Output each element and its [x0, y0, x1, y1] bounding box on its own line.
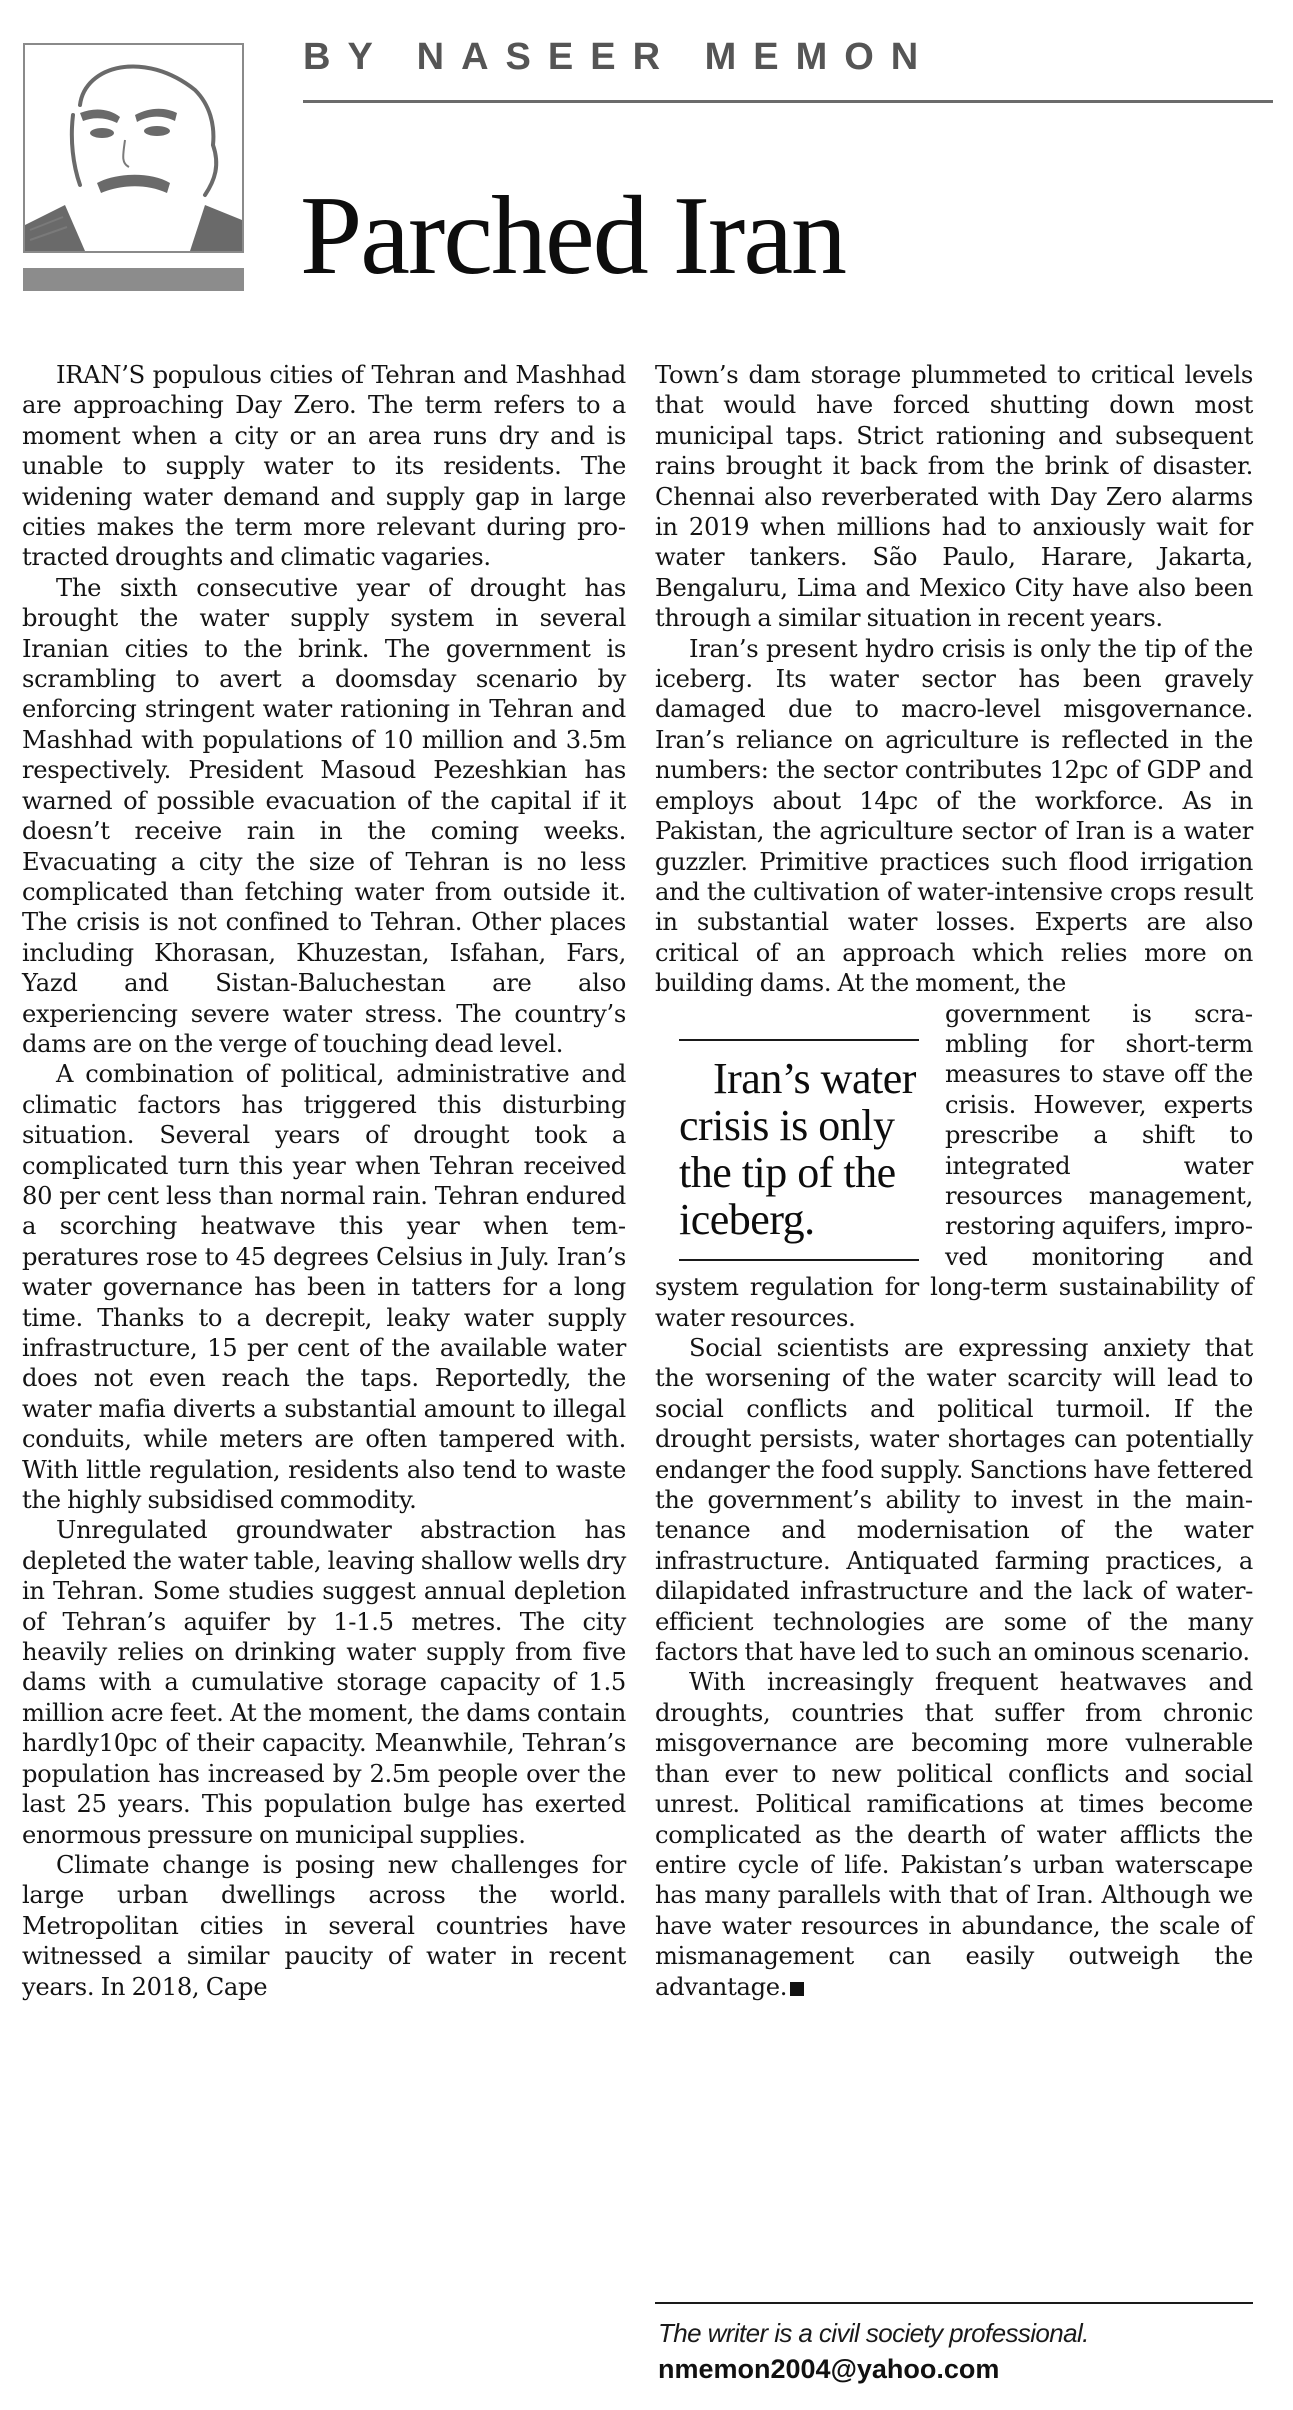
end-mark-icon	[790, 1982, 804, 1996]
paragraph: government is scrambling for short-term measures to stave off the crisis. However, experts prescribe a shift to integrated water resources management, restoring aquifers, improved monitoring and system regulation for long-term sustainability of water resources.	[655, 999, 1253, 1332]
author-portrait-icon	[25, 45, 242, 251]
right-column	[655, 360, 1253, 2002]
paragraph: IRAN’S populous cities of Tehran and Mashhad are approaching Day Zero. The term refers to a moment when a city or an area runs dry and is unable to supply water to its residents. The widening water demand and supply gap in large cities makes the term more relevant during protracted droughts and climatic vagaries.	[22, 361, 626, 572]
paragraph: Climate change is posing new challenges for large urban dwellings across the world. Metropolitan cities in several countries have witnessed a similar paucity of water in recent years. In 2018, Cape	[22, 1850, 626, 2001]
paragraph: Iran’s present hydro crisis is only the tip of the iceberg. Its water sector has been gravely damaged due to macro-level misgovernance. Iran’s reliance on agriculture is reflected in the numbers: the sector contributes 12pc of GDP and employs about 14pc of the workforce. As in Pakistan, the agriculture sector of Iran is a water guzzler. Primitive practices such flood irrigation and the cultivation of water-intensive crops result in substantial water losses. Experts are also critical of an approach which relies more on building dams. At the moment, the	[655, 634, 1253, 998]
paragraph-text: With increasingly frequent heatwaves and droughts, countries that suffer from chronic misgovernance are becoming more vulnerable than ever to new political conflicts and social unrest. Political ramifications at times become complicated as the dearth of water afflicts the entire cycle of life. Pakistan’s urban waterscape has many parallels with that of Iran. Although we have water resources in abundance, the scale of mismanagement can easily outweigh the advantage.	[655, 1668, 1253, 2001]
paragraph: A combination of political, administrative and climatic factors has triggered this disturbing situation. Several years of drought took a complicated turn this year when Tehran received 80 per cent less than normal rain. Tehran endured a scorching heatwave this year when temperatures rose to 45 degrees Celsius in July. Iran’s water governance has been in tatters for a long time. Thanks to a decrepit, leaky water supply infrastructure, 15 per cent of the available water does not even reach the taps. Reportedly, the water mafia diverts a substantial amount to illegal conduits, while meters are often tampered with. With little regulation, residents also tend to waste the highly subsidised commodity.	[22, 1060, 626, 1515]
paragraph: Social scientists are expressing anxiety that the worsening of the water scarcity will lead to social conflicts and political turmoil. If the drought persists, water shortages can potentially endanger the food supply. Sanctions have fettered the government’s ability to invest in the maintenance and modernisation of the water infrastructure. Antiquated farming practices, a dilapidated infrastructure and the lack of water-efficient technologies are some of the many factors that have led to such an ominous scenario.	[655, 1334, 1253, 1667]
portrait-accent-bar	[23, 268, 244, 291]
headline: Parched Iran	[300, 174, 846, 298]
left-column	[22, 360, 626, 2002]
byline-divider	[303, 100, 1273, 103]
paragraph	[655, 1667, 1253, 2001]
paragraph: Town’s dam storage plummeted to critical levels that would have forced shutting down most municipal taps. Strict rationing and subsequent rains brought it back from the brink of disaster. Chennai also reverberated with Day Zero alarms in 2019 when millions had to anxiously wait for water tankers. São Paulo, Harare, Jakarta, Bengaluru, Lima and Mexico City have also been through a similar situation in recent years.	[655, 361, 1253, 633]
pull-quote-text: Iran’s water crisis is only the tip of the iceberg.	[679, 1053, 916, 1244]
paragraph: The sixth consecutive year of drought has brought the water supply system in several Iranian cities to the brink. The government is scrambling to avert a doomsday scenario by enforcing stringent water rationing in Tehran and Mashhad with populations of 10 million and 3.5m respectively. President Masoud Pezeshkian has warned of possible evacuation of the capital if it doesn’t receive rain in the coming weeks. Evacuating a city the size of Tehran is no less complicated than fetching water from outside it. The crisis is not confined to Tehran. Other places including Khorasan, Khuzestan, Isfahan, Fars, Yazd and Sistan-Baluchestan are also experiencing severe water stress. The country’s dams are on the verge of touching dead level.	[22, 573, 626, 1058]
author-email[interactable]: nmemon2004@yahoo.com	[658, 2354, 1000, 2384]
byline: BY NASEER MEMON	[303, 36, 936, 78]
author-note: The writer is a civil society professional.	[658, 2318, 1089, 2348]
pull-quote	[679, 1039, 919, 1261]
author-portrait	[23, 43, 244, 253]
pull-quote-wrap	[655, 999, 1253, 1333]
footer-divider	[655, 2302, 1253, 2304]
paragraph: Unregulated groundwater abstraction has depleted the water table, leaving shallow wells dry in Tehran. Some studies suggest annual depletion of Tehran’s aquifer by 1-1.5 metres. The city heavily relies on drinking water supply from five dams with a cumulative storage capacity of 1.5 million acre feet. At the moment, the dams contain hardly10pc of their capacity. Meanwhile, Tehran’s population has increased by 2.5m people over the last 25 years. This population bulge has exerted enormous pressure on municipal supplies.	[22, 1516, 626, 1849]
